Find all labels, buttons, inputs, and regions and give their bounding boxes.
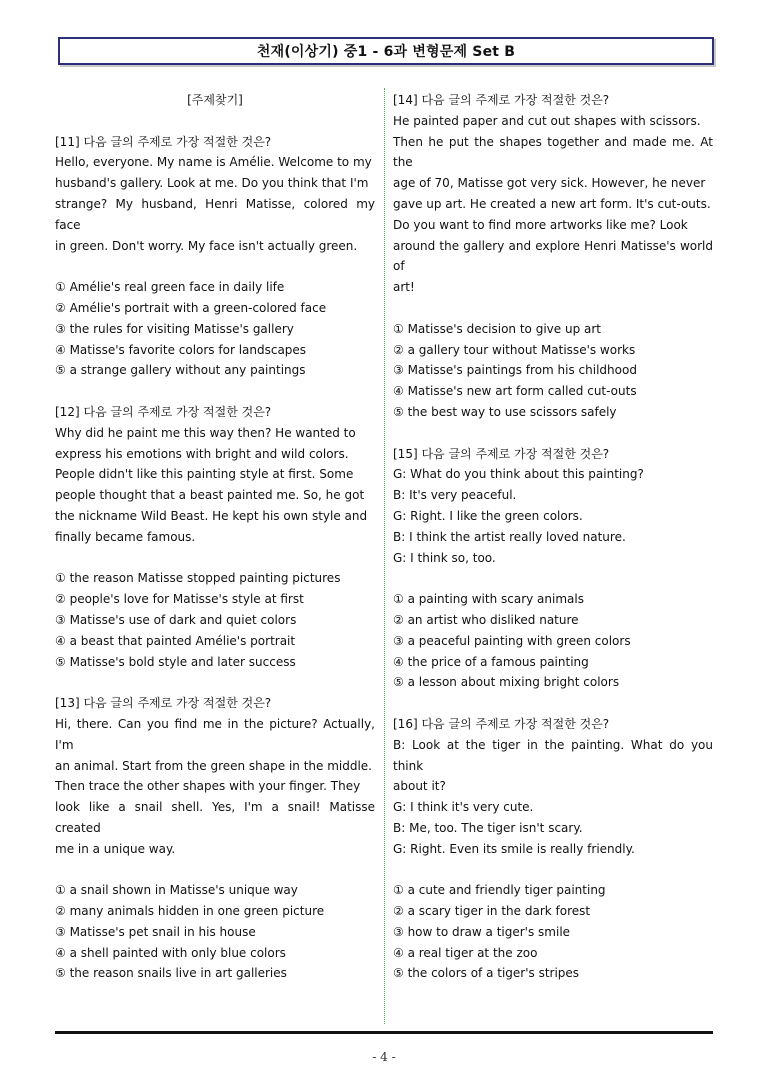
question-passage xyxy=(393,111,713,298)
answer-choice: ② a scary tiger in the dark forest xyxy=(393,904,591,919)
answer-choice: ① a painting with scary animals xyxy=(393,592,584,607)
answer-choice: ③ the rules for visiting Matisse's gallery xyxy=(55,321,294,336)
question-passage xyxy=(55,423,375,548)
question-stem: [16] 다음 글의 주제로 가장 적절한 것은? xyxy=(393,716,610,731)
answer-choice: ② many animals hidden in one green picture xyxy=(55,904,325,919)
answer-choice: ① Amélie's real green face in daily life xyxy=(55,280,285,295)
passage-line: about it? xyxy=(393,779,446,794)
passage-line: G: I think it's very cute. xyxy=(393,800,534,815)
question-passage xyxy=(55,714,375,860)
page-number: - 4 - xyxy=(372,1050,396,1064)
passage-line: B: Look at the tiger in the painting. What do you think xyxy=(393,737,713,773)
answer-choice: ② Amélie's portrait with a green-colored face xyxy=(55,300,327,315)
passage-line: husband's gallery. Look at me. Do you think that I'm xyxy=(55,176,369,191)
footer-rule xyxy=(55,1031,713,1034)
passage-line: express his emotions with bright and wild colors. xyxy=(55,446,349,461)
answer-choice: ④ a shell painted with only blue colors xyxy=(55,945,286,960)
passage-line: He painted paper and cut out shapes with scissors. xyxy=(393,113,701,128)
page-header xyxy=(58,37,714,65)
answer-choice: ⑤ Matisse's bold style and later success xyxy=(55,654,296,669)
question-13 xyxy=(55,693,375,984)
passage-line: people thought that a beast painted me. So, he got xyxy=(55,488,365,503)
answer-choice: ④ a real tiger at the zoo xyxy=(393,945,538,960)
question-14 xyxy=(393,90,713,423)
passage-line: Hi, there. Can you find me in the picture? Actually, I'm xyxy=(55,716,375,752)
answer-choice: ③ a peaceful painting with green colors xyxy=(393,633,631,648)
column-divider xyxy=(384,88,385,1024)
passage-line: G: Right. Even its smile is really friendly. xyxy=(393,841,635,856)
answer-choice: ③ how to draw a tiger's smile xyxy=(393,924,571,939)
answer-choice: ① a cute and friendly tiger painting xyxy=(393,883,606,898)
passage-line: gave up art. He created a new art form. It's cut-outs. xyxy=(393,196,711,211)
answer-choice: ③ Matisse's pet snail in his house xyxy=(55,924,256,939)
answer-choice: ⑤ a strange gallery without any paintings xyxy=(55,363,306,378)
answer-choices xyxy=(55,277,375,381)
answer-choice: ③ Matisse's paintings from his childhood xyxy=(393,363,637,378)
passage-line: B: It's very peaceful. xyxy=(393,488,517,503)
question-stem: [15] 다음 글의 주제로 가장 적절한 것은? xyxy=(393,446,610,461)
question-16 xyxy=(393,714,713,984)
question-15 xyxy=(393,444,713,694)
passage-line: strange? My husband, Henri Matisse, colored my face xyxy=(55,196,375,232)
question-12 xyxy=(55,402,375,672)
passage-line: Hello, everyone. My name is Amélie. Welcome to my xyxy=(55,155,372,170)
passage-line: B: Me, too. The tiger isn't scary. xyxy=(393,820,583,835)
answer-choice: ① Matisse's decision to give up art xyxy=(393,321,601,336)
passage-line: look like a snail shell. Yes, I'm a snail! Matisse created xyxy=(55,800,375,835)
answer-choice: ⑤ the best way to use scissors safely xyxy=(393,404,617,419)
page-title: 천재(이상기) 중1 - 6과 변형문제 Set B xyxy=(256,44,516,60)
answer-choice: ⑤ the reason snails live in art galleries xyxy=(55,966,287,981)
answer-choices xyxy=(55,880,375,984)
answer-choice: ④ Matisse's favorite colors for landscapes xyxy=(55,342,307,357)
passage-line: in green. Don't worry. My face isn't actually green. xyxy=(55,238,358,253)
passage-line: me in a unique way. xyxy=(55,841,176,856)
question-stem: [12] 다음 글의 주제로 가장 적절한 것은? xyxy=(55,404,272,419)
answer-choice: ② a gallery tour without Matisse's works xyxy=(393,342,636,357)
answer-choices xyxy=(55,568,375,672)
question-stem: [14] 다음 글의 주제로 가장 적절한 것은? xyxy=(393,93,610,107)
answer-choice: ⑤ a lesson about mixing bright colors xyxy=(393,675,620,690)
answer-choice: ② people's love for Matisse's style at first xyxy=(55,592,304,607)
answer-choices xyxy=(393,880,713,984)
passage-line: Then he put the shapes together and made me. At the xyxy=(393,134,713,170)
passage-line: Why did he paint me this way then? He wanted to xyxy=(55,425,356,440)
left-column xyxy=(55,90,375,984)
passage-line: G: Right. I like the green colors. xyxy=(393,508,583,523)
passage-line: art! xyxy=(393,280,415,295)
answer-choice: ⑤ the colors of a tiger's stripes xyxy=(393,966,580,981)
answer-choice: ④ Matisse's new art form called cut-outs xyxy=(393,384,637,399)
passage-line: People didn't like this painting style at first. Some xyxy=(55,467,354,482)
answer-choice: ④ the price of a famous painting xyxy=(393,654,589,669)
answer-choices xyxy=(393,589,713,693)
passage-line: G: I think so, too. xyxy=(393,550,496,565)
answer-choice: ① a snail shown in Matisse's unique way xyxy=(55,883,298,898)
question-passage xyxy=(393,735,713,860)
passage-line: Do you want to find more artworks like me? Look xyxy=(393,217,688,232)
answer-choice: ④ a beast that painted Amélie's portrait xyxy=(55,633,296,648)
answer-choice: ① the reason Matisse stopped painting pictures xyxy=(55,571,341,586)
passage-line: an animal. Start from the green shape in the middle. xyxy=(55,758,372,773)
passage-line: around the gallery and explore Henri Matisse's world of xyxy=(393,238,713,274)
question-11 xyxy=(55,132,375,382)
right-column xyxy=(393,90,713,984)
answer-choice: ② an artist who disliked nature xyxy=(393,612,579,627)
question-stem: [13] 다음 글의 주제로 가장 적절한 것은? xyxy=(55,696,272,711)
passage-line: finally became famous. xyxy=(55,529,196,544)
question-passage xyxy=(55,152,375,256)
passage-line: Then trace the other shapes with your finger. They xyxy=(55,779,361,794)
answer-choices xyxy=(393,319,713,423)
passage-line: the nickname Wild Beast. He kept his own style and xyxy=(55,508,368,523)
passage-line: G: What do you think about this painting? xyxy=(393,467,644,482)
passage-line: age of 70, Matisse got very sick. However, he never xyxy=(393,176,706,191)
question-passage xyxy=(393,464,713,568)
passage-line: B: I think the artist really loved nature. xyxy=(393,529,626,544)
question-stem: [11] 다음 글의 주제로 가장 적절한 것은? xyxy=(55,134,272,149)
answer-choice: ③ Matisse's use of dark and quiet colors xyxy=(55,612,297,627)
section-title: [주제찾기] xyxy=(187,93,243,107)
